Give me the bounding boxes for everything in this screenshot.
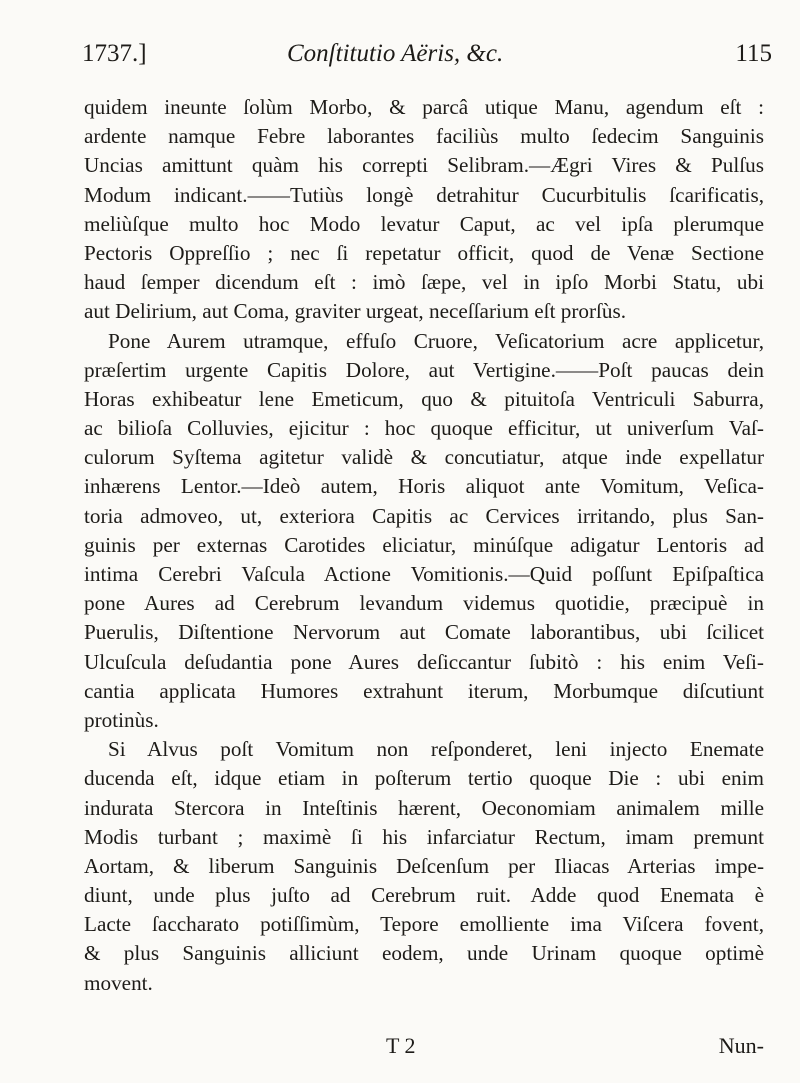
catchword: Nun- [718, 1033, 764, 1058]
paragraph [84, 735, 764, 998]
text-line: Ulcuſcula deſudantia pone Aures deſiccantur ſubitò : his enim Veſi- [84, 649, 764, 674]
text-line: ducenda eſt, idque etiam in poſterum tertio quoque Die : ubi enim [84, 766, 764, 791]
text-line: meliùſque multo hoc Modo levatur Caput, ac vel ipſa plerumque [84, 211, 764, 236]
text-line: ac bilioſa Colluvies, ejicitur : hoc quoque efficitur, ut univerſum Vaſ- [84, 416, 764, 441]
body-text [84, 93, 764, 998]
text-line: præſertim urgente Capitis Dolore, aut Vertigine.——Poſt paucas dein [84, 357, 764, 382]
text-line: Pectoris Oppreſſio ; nec ſi repetatur officit, quod de Venæ Sectione [84, 240, 764, 265]
paragraph [84, 327, 764, 736]
text-line: haud ſemper dicendum eſt : imò ſæpe, vel in ipſo Morbi Statu, ubi [84, 270, 764, 295]
header-title: Conſtitutio Aëris, &c. [287, 40, 504, 67]
text-line: Si Alvus poſt Vomitum non reſponderet, leni injecto Enemate [108, 737, 764, 762]
text-line: pone Aures ad Cerebrum levandum videmus quotidie, præcipuè in [84, 591, 764, 616]
page-number: 115 [735, 40, 772, 67]
text-line: Puerulis, Diſtentione Nervorum aut Comate laborantibus, ubi ſcilicet [84, 620, 764, 645]
text-line: guinis per externas Carotides eliciatur, minúſque adigatur Lentoris ad [84, 532, 764, 557]
text-line: Horas exhibeatur lene Emeticum, quo & pituitoſa Ventriculi Saburra, [84, 386, 764, 411]
text-line: inhærens Lentor.—Ideò autem, Horis aliquot ante Vomitum, Veſica- [84, 474, 764, 499]
text-line: indurata Stercora in Inteſtinis hærent, Oeconomiam animalem mille [84, 795, 764, 820]
text-line: quidem ineunte ſolùm Morbo, & parcâ utique Manu, agendum eſt : [84, 95, 764, 119]
text-line: Aortam, & liberum Sanguinis Deſcenſum per Iliacas Arterias impe- [84, 853, 764, 878]
text-line: movent. [84, 970, 153, 995]
text-line: & plus Sanguinis alliciunt eodem, unde Urinam quoque optimè [84, 941, 764, 966]
text-line: ardente namque Febre laborantes faciliùs multo ſedecim Sanguinis [84, 124, 764, 149]
signature-mark: T 2 [386, 1033, 416, 1058]
page-footer [84, 1033, 764, 1063]
text-line: Modum indicant.——Tutiùs longè detrahitur Cucurbitulis ſcarificatis, [84, 182, 764, 207]
text-line: toria admoveo, ut, exteriora Capitis ac Cervices irritando, plus San- [84, 503, 764, 528]
text-line: intima Cerebri Vaſcula Actione Vomitionis.—Quid poſſunt Epiſpaſtica [84, 562, 764, 586]
text-line: Pone Aurem utramque, effuſo Cruore, Veſicatorium acre applicetur, [108, 328, 764, 353]
text-line: Lacte ſaccharato potiſſimùm, Tepore emolliente ima Viſcera fovent, [84, 912, 764, 937]
header-year: 1737.] [82, 40, 147, 67]
paragraph [84, 93, 764, 327]
text-line: Uncias amittunt quàm his correpti Selibram.—Ægri Vires & Pulſus [84, 153, 764, 178]
text-line: aut Delirium, aut Coma, graviter urgeat, neceſſarium eſt prorſùs. [84, 299, 627, 324]
text-line: culorum Syſtema agitetur validè & concutiatur, atque inde expellatur [84, 445, 764, 470]
text-line: protinùs. [84, 707, 159, 732]
text-line: Modis turbant ; maximè ſi his infarciatur Rectum, imam premunt [84, 824, 764, 849]
text-line: diunt, unde plus juſto ad Cerebrum ruit. Adde quod Enemata è [84, 883, 764, 908]
running-header [82, 40, 772, 74]
text-line: cantia applicata Humores extrahunt iterum, Morbumque diſcutiunt [84, 678, 764, 703]
